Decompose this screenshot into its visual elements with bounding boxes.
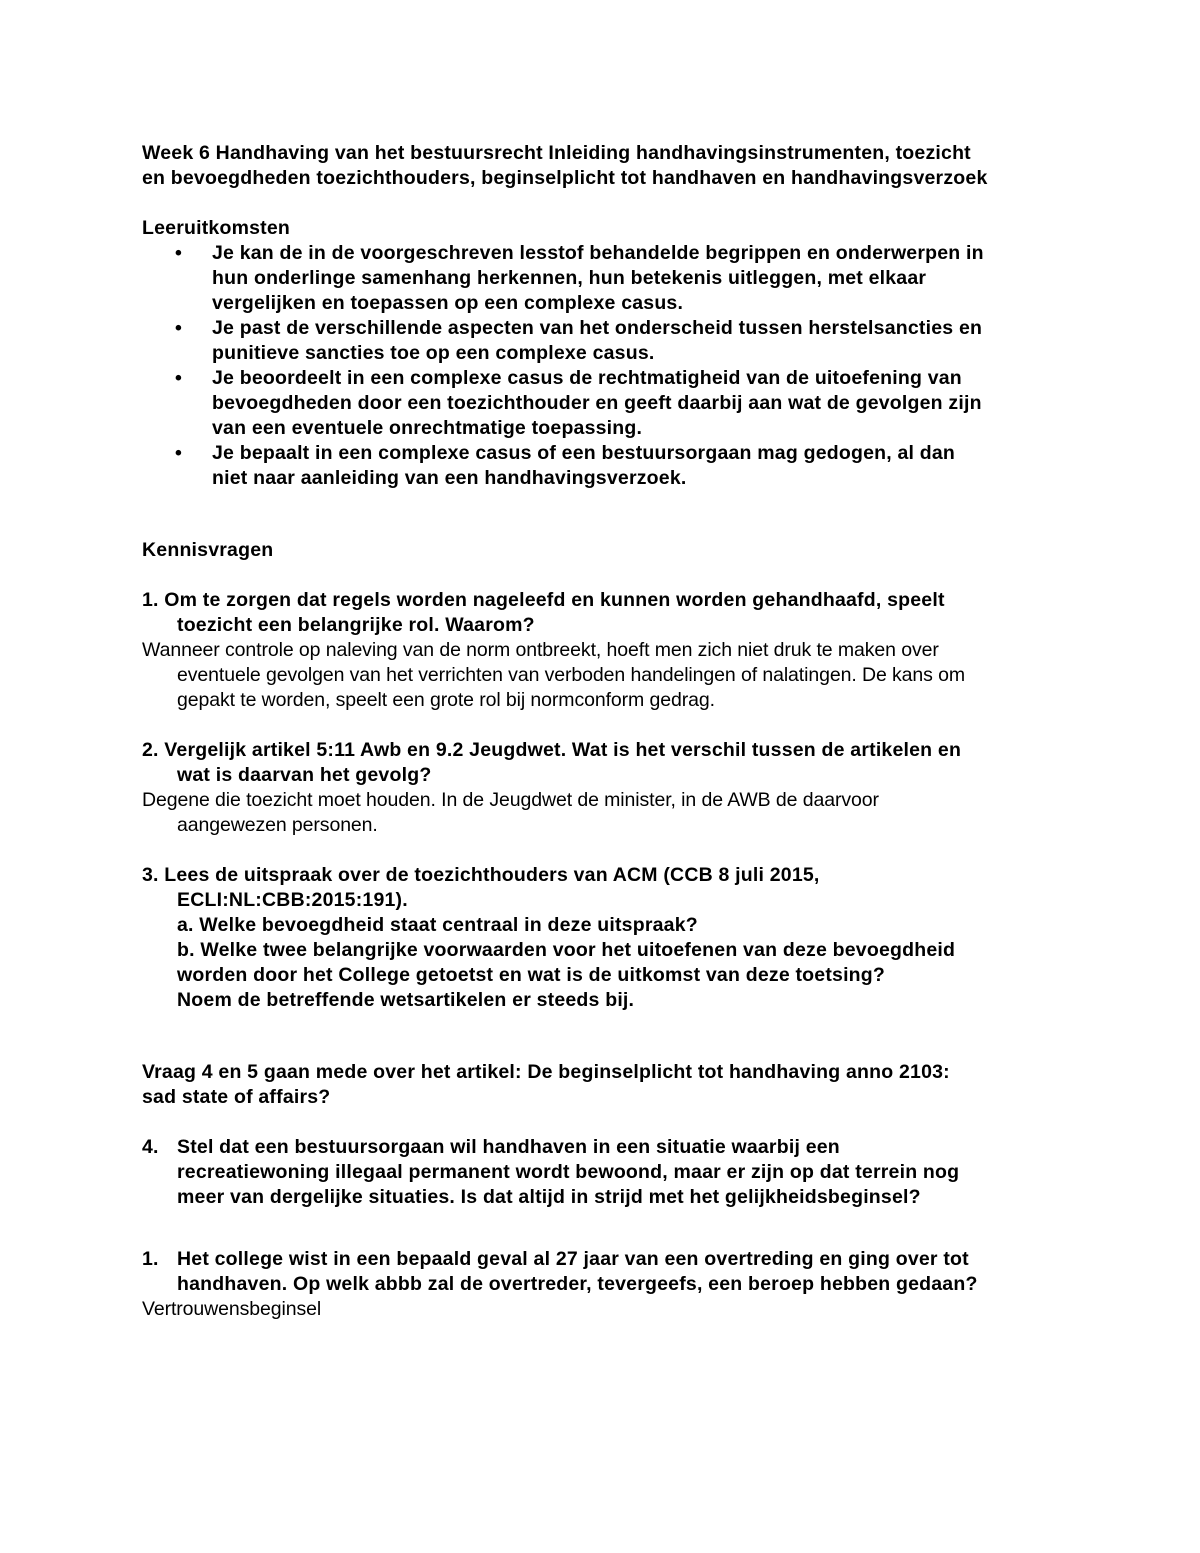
- question-text: 1. Om te zorgen dat regels worden nageleefd en kunnen worden gehandhaafd, speelt: [142, 589, 945, 611]
- question-text: a. Welke bevoegdheid staat centraal in deze uitspraak?: [177, 914, 698, 936]
- list-item-text: Je kan de in de voorgeschreven lesstof behandelde begrippen en onderwerpen in: [212, 242, 984, 264]
- list-item-text: Je bepaalt in een complexe casus of een bestuursorgaan mag gedogen, al dan: [212, 442, 956, 464]
- question-text: b. Welke twee belangrijke voorwaarden voor het uitoefenen van deze bevoegdheid: [177, 939, 956, 961]
- answer-text: eventuele gevolgen van het verrichten van verboden handelingen of nalatingen. De kans om: [177, 664, 966, 686]
- list-item: [142, 441, 1072, 491]
- question-text: wat is daarvan het gevolg?: [177, 764, 432, 786]
- question-text: worden door het College getoetst en wat is de uitkomst van deze toetsing?: [177, 964, 886, 986]
- intro-text: sad state of affairs?: [142, 1086, 331, 1108]
- answer-text: aangewezen personen.: [177, 814, 378, 836]
- list-item-text: Je past de verschillende aspecten van het onderscheid tussen herstelsancties en: [212, 317, 983, 339]
- list-item-text: Je beoordeelt in een complexe casus de rechtmatigheid van de uitoefening van: [212, 367, 962, 389]
- question-text: 3. Lees de uitspraak over de toezichthouders van ACM (CCB 8 juli 2015,: [142, 864, 820, 886]
- answer-text: Degene die toezicht moet houden. In de Jeugdwet de minister, in de AWB de daarvoor: [142, 789, 879, 811]
- bullet-icon: •: [175, 242, 183, 264]
- question-text: toezicht een belangrijke rol. Waarom?: [177, 614, 535, 636]
- question-text: ECLI:NL:CBB:2015:191).: [177, 889, 408, 911]
- list-item: [142, 366, 1072, 441]
- question-2: [142, 738, 1072, 838]
- bullet-icon: •: [175, 367, 183, 389]
- leeruitkomsten-heading: Leeruitkomsten: [142, 217, 291, 239]
- question-text: meer van dergelijke situaties. Is dat altijd in strijd met het gelijkheidsbeginsel?: [177, 1186, 921, 1208]
- document-title: [142, 141, 1072, 191]
- bullet-list: [142, 241, 1072, 491]
- question-text: 2. Vergelijk artikel 5:11 Awb en 9.2 Jeugdwet. Wat is het verschil tussen de artikelen en: [142, 739, 962, 761]
- question-text: Stel dat een bestuursorgaan wil handhaven in een situatie waarbij een: [177, 1136, 840, 1158]
- title-line-1: Week 6 Handhaving van het bestuursrecht Inleiding handhavingsinstrumenten, toezicht: [142, 142, 971, 164]
- answer-text: gepakt te worden, speelt een grote rol bij normconform gedrag.: [177, 689, 715, 711]
- answer-text: Vertrouwensbeginsel: [142, 1298, 322, 1320]
- question-number: 1.: [142, 1248, 159, 1270]
- question-text: Noem de betreffende wetsartikelen er steeds bij.: [177, 989, 635, 1011]
- document-page: [142, 141, 1072, 1322]
- intro-text: Vraag 4 en 5 gaan mede over het artikel: De beginselplicht tot handhaving anno 2103:: [142, 1061, 950, 1083]
- bullet-icon: •: [175, 317, 183, 339]
- intro-question-4-5: [142, 1060, 1072, 1110]
- bullet-icon: •: [175, 442, 183, 464]
- question-text: Het college wist in een bepaald geval al 27 jaar van een overtreding en ging over tot: [177, 1248, 969, 1270]
- question-number: 4.: [142, 1136, 159, 1158]
- answer-text: Wanneer controle op naleving van de norm ontbreekt, hoeft men zich niet druk te maken over: [142, 639, 939, 661]
- question-text: recreatiewoning illegaal permanent wordt bewoond, maar er zijn op dat terrein nog: [177, 1161, 960, 1183]
- list-item-text: vergelijken en toepassen op een complexe casus.: [212, 292, 684, 314]
- kennisvragen-heading: Kennisvragen: [142, 539, 274, 561]
- question-3: [142, 863, 1072, 1013]
- list-item-text: van een eventuele onrechtmatige toepassing.: [212, 417, 643, 439]
- kennisvragen-section: [142, 538, 1072, 1322]
- list-item-text: bevoegdheden door een toezichthouder en geeft daarbij aan wat de gevolgen zijn: [212, 392, 982, 414]
- title-line-2: en bevoegdheden toezichthouders, beginselplicht tot handhaven en handhavingsverzoek: [142, 167, 988, 189]
- list-item-text: hun onderlinge samenhang herkennen, hun betekenis uitleggen, met elkaar: [212, 267, 927, 289]
- question-text: handhaven. Op welk abbb zal de overtreder, tevergeefs, een beroep hebben gedaan?: [177, 1273, 978, 1295]
- list-item-text: niet naar aanleiding van een handhavingsverzoek.: [212, 467, 687, 489]
- list-item-text: punitieve sancties toe op een complexe casus.: [212, 342, 655, 364]
- question-4: [142, 1135, 1072, 1210]
- question-5: [142, 1247, 1072, 1322]
- leeruitkomsten-section: [142, 216, 1072, 491]
- list-item: [142, 241, 1072, 316]
- list-item: [142, 316, 1072, 366]
- question-1: [142, 588, 1072, 713]
